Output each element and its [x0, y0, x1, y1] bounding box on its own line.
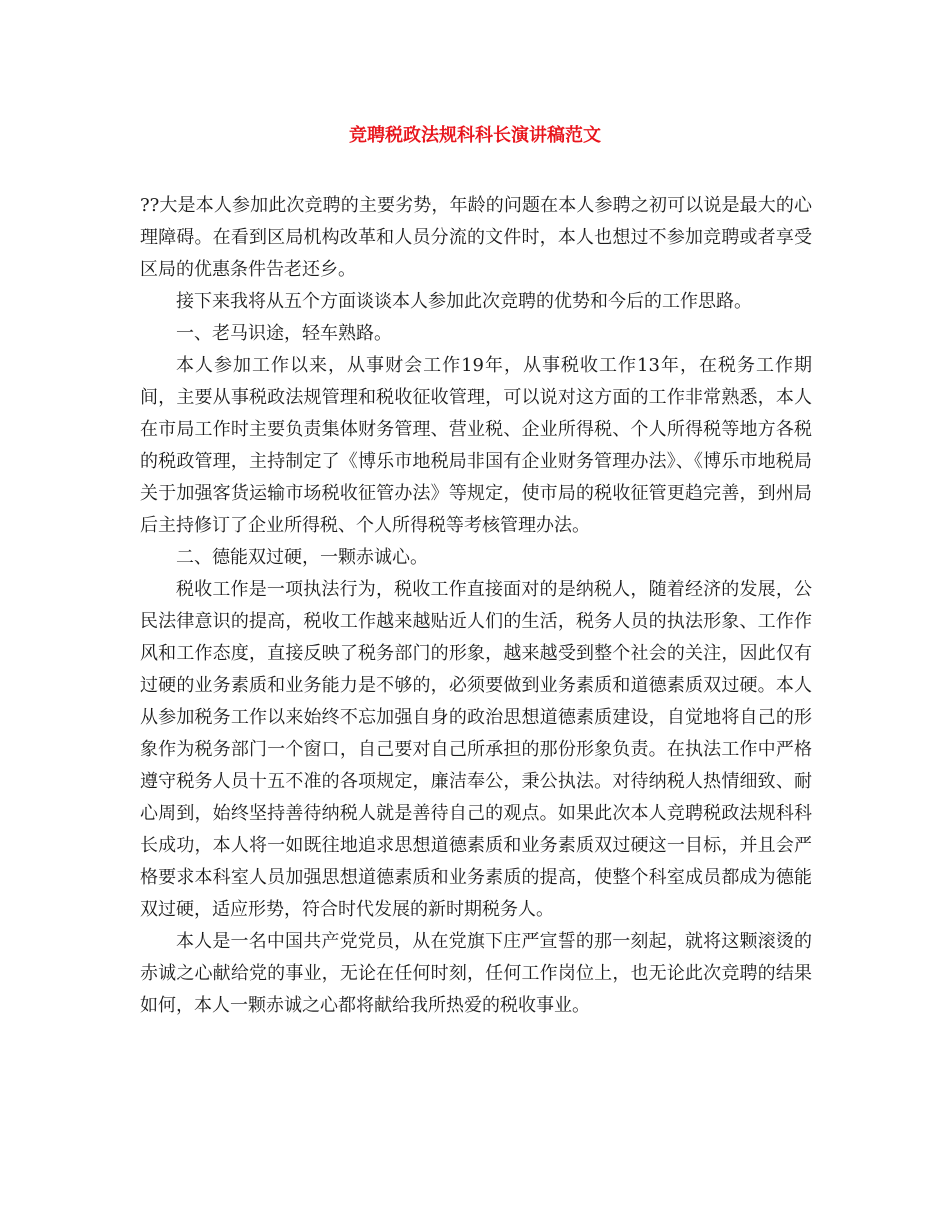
section-heading-1: 一、老马识途，轻车熟路。 — [176, 323, 392, 344]
paragraph-intro: ??大是本人参加此次竞聘的主要劣势，年龄的问题在本人参聘之初可以说是最大的心理障碍。在看到区局机构改革和人员分流的文件时，本人也想过不参加竞聘或者享受区局的优惠条件告老还乡。 — [140, 195, 812, 280]
document-title: 竞聘税政法规科科长演讲稿范文 — [349, 125, 601, 146]
paragraph-outline: 接下来我将从五个方面谈谈本人参加此次竞聘的优势和今后的工作思路。 — [176, 291, 752, 312]
paragraph-party-member: 本人是一名中国共产党党员，从在党旗下庄严宣誓的那一刻起，就将这颗滚烫的赤诚之心献给党的事业，无论在任何时刻，任何工作岗位上，也无论此次竞聘的结果如何，本人一颗赤诚之心都将献给我所热爱的税收事业。 — [140, 931, 812, 1016]
paragraph-integrity: 税收工作是一项执法行为，税收工作直接面对的是纳税人，随着经济的发展，公民法律意识的提高，税收工作越来越贴近人们的生活，税务人员的执法形象、工作作风和工作态度，直接反映了税务部门的形象，越来越受到整个社会的关注，因此仅有过硬的业务素质和业务能力是不够的，必须要做到业务素质和道德素质双过硬。本人从参加税务工作以来始终不忘加强自身的政治思想道德素质建设，自觉地将自己的形象作为税务部门一个窗口，自己要对自己所承担的那份形象负责。在执法工作中严格遵守税务人员十五不准的各项规定，廉洁奉公，秉公执法。对待纳税人热情细致、耐心周到，始终坚持善待纳税人就是善待自己的观点。如果此次本人竞聘税政法规科科长成功，本人将一如既往地追求思想道德素质和业务素质双过硬这一目标，并且会严格要求本科室人员加强思想道德素质和业务素质的提高，使整个科室成员都成为德能双过硬，适应形势，符合时代发展的新时期税务人。 — [140, 579, 812, 920]
document-body — [140, 190, 812, 1022]
paragraph-experience: 本人参加工作以来，从事财会工作19年，从事税收工作13年，在税务工作期间，主要从事税政法规管理和税收征收管理，可以说对这方面的工作非常熟悉，本人在市局工作时主要负责集体财务管理、营业税、企业所得税、个人所得税等地方各税的税政管理，主持制定了《博乐市地税局非国有企业财务管理办法》、《博乐市地税局关于加强客货运输市场税收征管办法》等规定，使市局的税收征管更趋完善，到州局后主持修订了企业所得税、个人所得税等考核管理办法。 — [140, 355, 812, 536]
section-heading-2: 二、德能双过硬，一颗赤诚心。 — [176, 547, 428, 568]
